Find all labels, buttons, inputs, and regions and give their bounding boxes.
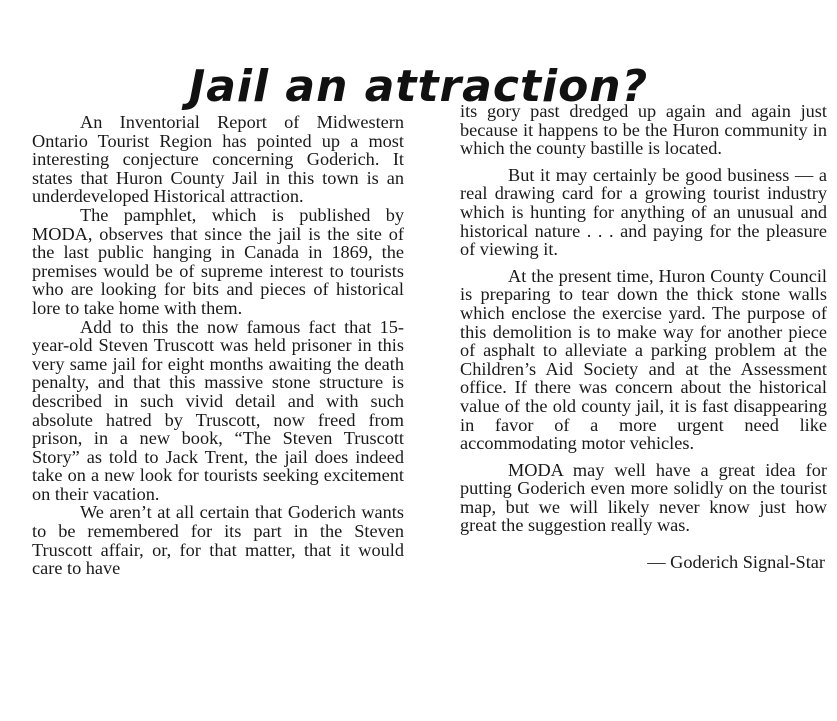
paragraph: An Inventorial Report of Midwestern Ontario Tourist Region has pointed up a most interesting conjecture concerning Goderich. It states that Huron County Jail in this town is an underdeveloped Historical attraction. (32, 112, 404, 207)
right-column (460, 102, 827, 572)
paragraph: We aren’t at all certain that Goderich wants to be remembered for its part in the Steven Truscott affair, or, for that matter, that it would care to have (32, 502, 404, 579)
left-column (32, 113, 404, 578)
paragraph: Add to this the now famous fact that 15-year-old Steven Truscott was held prisoner in this very same jail for eight months awaiting the death penalty, and that this massive stone structure is described in such vivid detail and with such absolute hatred by Truscott, now freed from prison, in a new book, “The Steven Truscott Story” as told to Jack Trent, the jail does indeed take on a new look for tourists seeking excitement on their vacation. (32, 316, 404, 504)
paragraph: MODA may well have a great idea for putting Goderich even more solidly on the tourist map, but we will likely never know just how great the suggestion really was. (460, 459, 827, 536)
paragraph: The pamphlet, which is published by MODA, observes that since the jail is the site of the last public hanging in Canada in 1869, the premises would be of supreme interest to tourists who are looking for bits and pieces of historical lore to take home with them. (32, 204, 404, 318)
paragraph-continued: its gory past dredged up again and again just because it happens to be the Huron community in which the county bastille is located. (460, 101, 827, 159)
headline: Jail an attraction? (188, 61, 649, 113)
byline: — Goderich Signal-Star (647, 552, 825, 573)
paragraph: But it may certainly be good business — a real drawing card for a growing tourist industry which is hunting for anything of an unusual and historical nature . . . and paying for the pleasure of viewing it. (460, 164, 827, 260)
paragraph: At the present time, Huron County Council is preparing to tear down the thick stone walls which enclose the exercise yard. The purpose of this demolition is to make way for another piece of asphalt to alleviate a parking problem at the Children’s Aid Society and at the Assessment office. If there was concern about the historical value of the old county jail, it is fast disappearing in favor of a more urgent need like accommodating motor vehicles. (460, 265, 827, 454)
